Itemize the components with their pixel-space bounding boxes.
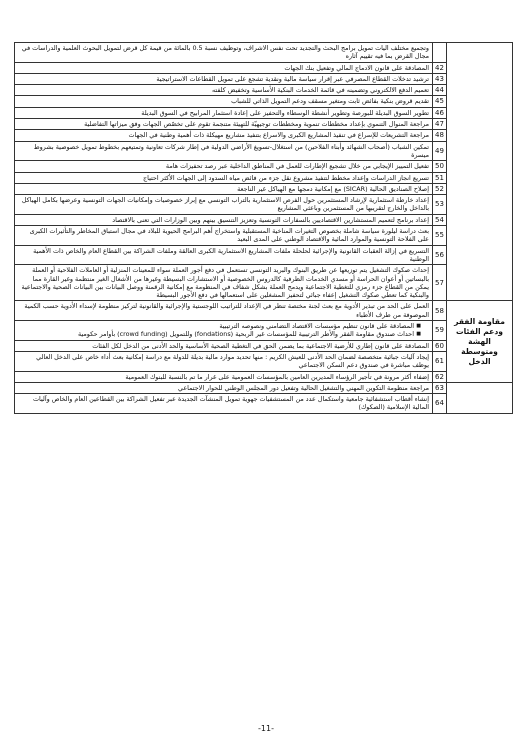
table-row (15, 394, 513, 414)
proposal-text-cell (15, 62, 433, 73)
proposal-text: تعميم الدفع الالكتروني وتضمينه في قائمة الخدمات البنكية الأساسية وتخفيض كلفته (211, 86, 429, 95)
table-row (15, 321, 513, 341)
proposal-text-cell (15, 43, 433, 63)
table-row (15, 161, 513, 172)
proposals-table (14, 42, 513, 414)
row-number: 42 (433, 62, 447, 73)
proposal-text-cell (15, 195, 433, 215)
proposal-text: مراجعة التشريعات للإسراع في تنفيذ المشاريع الكبرى والاسراع بتنفيذ مشاريع مهيكلة ذات أهمية وطنية في الجهات (128, 131, 429, 140)
proposal-text-cell (15, 172, 433, 183)
proposal-text-cell (15, 226, 433, 246)
proposal-text-cell (15, 96, 433, 107)
proposal-text: المصادقة على قانون إطاري للأرضية الاجتماعية بما يضمن الحق في التغطية الصحية الأساسية والحد الأدنى من الدخل لكل الفئات (92, 341, 429, 350)
row-number: 50 (433, 161, 447, 172)
proposal-text: العمل على الحد من تبذير الأدوية مع بعث لجنة مختصة تنظر في الإعداد للتراتيب اللوجستية والإجرائية والقانونية لتركيز منظومة لإسداء الأدوية حسب الكمية الموصوفة من طرف الأطباء (24, 302, 429, 319)
proposal-text-cell (15, 321, 433, 341)
proposal-text-cell (15, 214, 433, 225)
axis-cell: مقاومة الفقر ودعم الفئات الهشة ومتوسطة الدخل (447, 301, 513, 382)
proposal-text: تطوير السوق البديلة للبورصة وتطوير أنشطة الوسطاء والتحفيز على إعادة استثمار المرابيح في السوق البديلة (141, 108, 429, 117)
proposal-text-cell (15, 371, 433, 382)
row-number: 62 (433, 371, 447, 382)
table-row (15, 96, 513, 107)
proposal-text-cell (15, 382, 433, 393)
table-row (15, 130, 513, 141)
row-number: 59 (433, 321, 447, 341)
table-row (15, 382, 513, 393)
row-number: 54 (433, 214, 447, 225)
table-row (15, 107, 513, 118)
table-row (15, 62, 513, 73)
proposal-text-cell (15, 394, 433, 414)
row-number: 46 (433, 107, 447, 118)
proposals-table-body (15, 43, 513, 414)
table-row (15, 340, 513, 351)
row-number: 48 (433, 130, 447, 141)
table-row (15, 214, 513, 225)
row-number: 52 (433, 183, 447, 194)
row-number: 45 (433, 96, 447, 107)
row-number: 57 (433, 265, 447, 301)
table-row (15, 301, 513, 321)
proposal-text: تفعيل التمييز الإيجابي من خلال تشجيع الإطارات للعمل في المناطق الداخلية عبر رصد تحفيزات هامة (165, 162, 429, 171)
proposal-text-cell (15, 141, 433, 161)
proposal-text-cell (15, 73, 433, 84)
proposal-text-cell (15, 85, 433, 96)
proposal-text: مراجعة منظومة التكوين المهني والتشغيل الحالية وتفعيل دور المجلس الوطني للحوار الاجتماعي (178, 383, 429, 392)
proposal-text: مراجعة المنوال التنموي بإعداد مخططات تنموية ومخططات توجيهيّة للتهيئة متنجمة تقوم على تخصّص الجهات وفق ميزاتها التفاضلية (84, 120, 429, 129)
proposal-bullet-list (18, 322, 429, 339)
row-number: 63 (433, 382, 447, 393)
proposal-text-cell (15, 119, 433, 130)
table-row (15, 183, 513, 194)
row-number: 55 (433, 226, 447, 246)
proposal-text-cell (15, 265, 433, 301)
proposal-text: بعث دراسة ليلورة سياسة شاملة بخصوص التغيرات المناخية المستقبلية واستخراج أهم البرامج الحيوية للبلاد في مجال استباق المخاطر والتأثيرات الكبرى على الفلاحة التونسية والموارد المائية والاقتصاد الوطني على المدى البعيد (29, 227, 429, 244)
proposal-text: تقديم قروض بنكية بفائض ثابت ومتغير مسقف ودعم التمويل الذاتي للشباب (231, 97, 429, 106)
proposal-text: إحداث صكوك التشغيل يتم توزيعها عن طريق البنوك والبريد التونسي تستعمل في دفع أجور العملة سواء للمعينات المنزلية أو العاملات الفلاحية أو العملة بالبساتين أو أعوان الحراسة أو مسدي الخدمات الظرفية كالدروس الخصوصية أو الاستشارات البسيطة وغيرها من الأشغال الغير منتظمة وغير القارة مما يمكن من القطاع جزء رمزي للتغطية الاجتماعية ويدمج العملة بشكل شفاف في المنظومة مع إمكانية الرقمنة ووصل البيانات بين البيانات الصحية والاجتماعية والبنكية كما تعطي صكوك التشغيل إعفاء جبائي لتحفيز المشغلين على استعمالها في دفع الأجور البسيطة (21, 266, 429, 300)
proposal-text: التسريع في إزالة العقبات القانونية والإجرائية لحلحلة ملفات المشاريع الاستثمارية الكبرى العالقة وملفات الشراكة بين القطاع العام والخاص ذات الأهمية الوطنية (33, 246, 429, 263)
axis-cell (447, 382, 513, 413)
row-number (433, 43, 447, 63)
proposal-text: تمكين الشباب (أصحاب الشهائد وأبناء الفلاحين) من استغلال-تسويغ الأراضي الدولية في إطار شركات تعاونية وتمتيعهم بخطوط تمويل خصوصية بشروط ميسرة (33, 142, 429, 159)
proposal-text: إعداد برنامج لتعميم المستشارين الاقتصاديين بالسفارات التونسية وتعزيز التنسيق بينهم وبين الوزارات التي تعنى بالاقتصاد (112, 215, 429, 224)
table-row (15, 73, 513, 84)
row-number: 49 (433, 141, 447, 161)
table-row (15, 172, 513, 183)
table-row (15, 195, 513, 215)
row-number: 51 (433, 172, 447, 183)
table-row (15, 351, 513, 371)
row-number: 56 (433, 245, 447, 265)
row-number: 60 (433, 340, 447, 351)
proposal-text: إصلاح الصناديق الحالية (SICAR) مع إمكانية دمجها مع الهياكل غير الناجعة (237, 184, 429, 193)
proposal-text: وتجميع مختلف اليات تمويل برامج البحث والتجديد تحت نفس الاشراف، وتوظيف نسبة 0.5 بالمائة من قيمة كل قرض لتمويل البحوث العلمية والدراسات في مجال القرض بما فيه تقييم آثاره (21, 44, 429, 61)
proposal-text: إيجاد آليات جبائية متخصصة لضمان الحد الأدنى للعيش الكريم : منها تحديد موارد مالية بديلة للدولة مع دراسة إمكانية بعث أداء خاص على الدخل العالي يوظف مباشرة في صندوق دعم السكن الاجتماعي (36, 352, 429, 370)
proposal-text: إعداد خارطة استثمارية لإرشاد المستثمرين حول الفرص الاستثمارية بالتراب التونسي مع إبراز خصوصيات وإمكانيات الجهات التونسية وعرضها بكامل الهياكل بالداخل والخارج لتقريبها من المستثمرين وباعثي المشاريع (21, 196, 429, 213)
proposal-text-cell (15, 161, 433, 172)
row-number: 61 (433, 351, 447, 371)
proposal-text-cell (15, 351, 433, 371)
proposal-text-cell (15, 340, 433, 351)
table-row (15, 371, 513, 382)
proposal-bullet: ■ المصادقة على قانون تنظيم مؤسسات الاقتصاد التضامني ونصوصه الترتيبية (18, 322, 421, 330)
table-row (15, 85, 513, 96)
proposal-text: تسريع انجاز الدراسات وإعداد مخطط لتنفيذ مشروع نقل جزء من فائض مياه السدود إلى الجهات الأكثر احتياج (143, 173, 429, 182)
row-number: 44 (433, 85, 447, 96)
page-number: -11- (258, 724, 274, 733)
table-row (15, 265, 513, 301)
proposal-text-cell (15, 183, 433, 194)
proposal-text: إنشاء أقطاب استشفائية جامعية واستكمال عدد من المستشفيات جهوية تمويل المنشآت الجديدة عبر تفعيل الشراكة بين القطاعين العام والخاص وآليات المالية الإسلامية (الصكوك) (33, 395, 429, 412)
proposal-text: إضفاء أكثر مرونة في تأجير الرؤساء المديرين العامين بالمؤسسات العمومية على غرار ما تم بالنسبة للبنوك العمومية (125, 372, 429, 381)
proposal-text-cell (15, 245, 433, 265)
row-number: 58 (433, 301, 447, 321)
row-number: 64 (433, 394, 447, 414)
proposal-text-cell (15, 301, 433, 321)
proposal-bullet: ■ احداث صندوق مقاومة الفقر والأطر الترتيبية للمؤسسات غير الربحية (fondations) وللتمويل (crowd funding) بأوامر حكومية (18, 330, 421, 338)
row-number: 43 (433, 73, 447, 84)
proposal-text-cell (15, 107, 433, 118)
table-row (15, 245, 513, 265)
proposal-text: ترشيد تدخلات القطاع المصرفي عبر إقرار سياسة مالية ونقدية تشجع على تمويل القطاعات الاستراتيجية (156, 74, 429, 83)
table-row (15, 226, 513, 246)
row-number: 47 (433, 119, 447, 130)
table-row (15, 141, 513, 161)
table-row (15, 43, 513, 63)
table-row (15, 119, 513, 130)
proposal-text: المصادقة على قانون الادماج المالي وتفعيل بنك الجهات (284, 63, 429, 72)
row-number: 53 (433, 195, 447, 215)
proposal-text-cell (15, 130, 433, 141)
axis-cell (447, 43, 513, 301)
